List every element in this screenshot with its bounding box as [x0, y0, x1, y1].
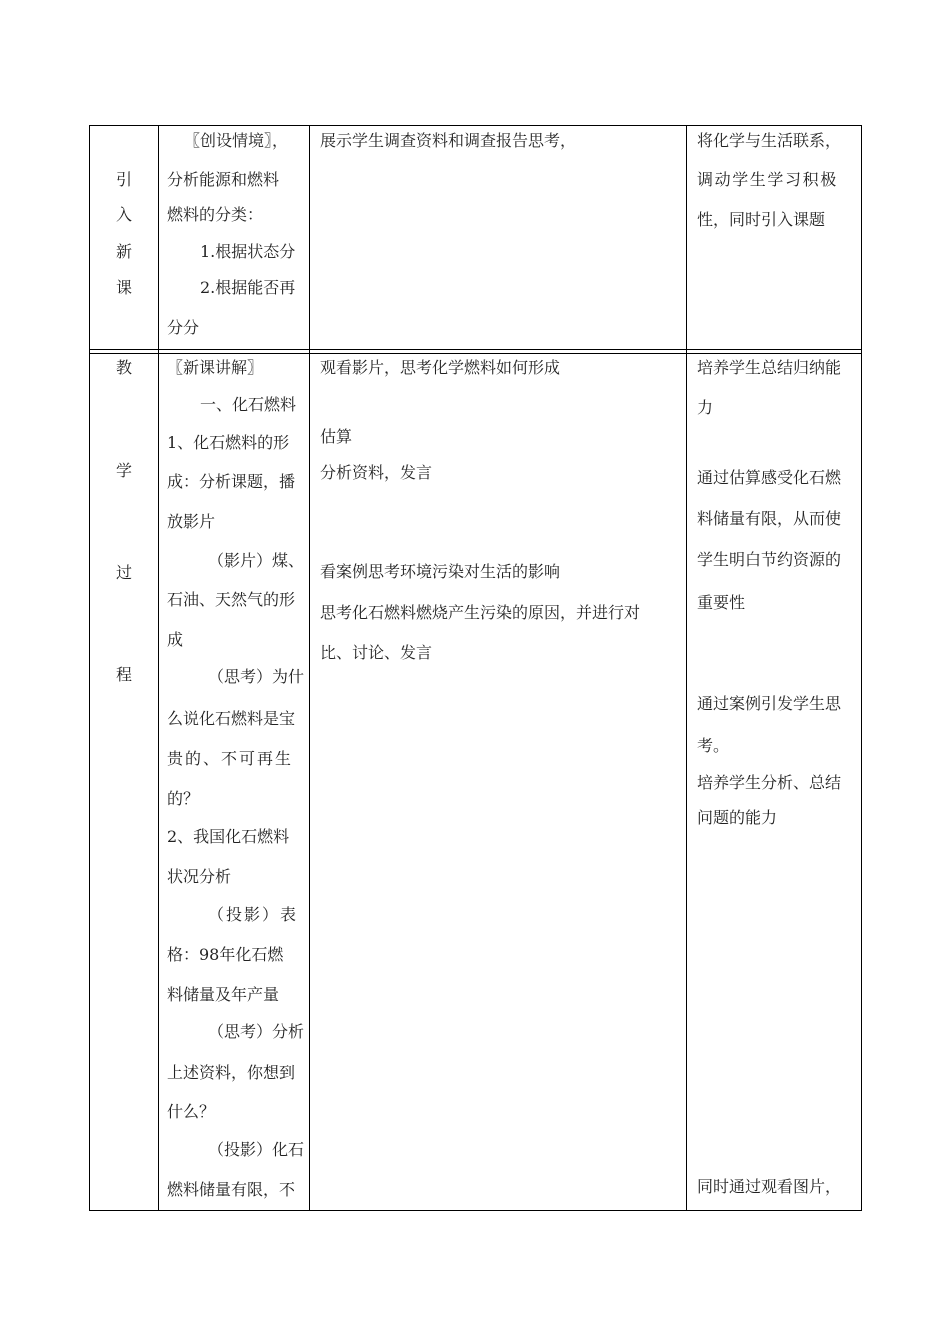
student-activity-line: 比、讨论、发言 — [320, 643, 433, 662]
teacher-activity-line: （思考）为什 — [208, 667, 305, 686]
column-divider — [686, 125, 687, 1211]
stage-label-char: 学 — [115, 461, 132, 480]
stage-label-char: 课 — [115, 278, 132, 297]
teacher-activity-line: 〖创设情境〗， — [184, 131, 289, 150]
teacher-activity-line: 1、化石燃料的形 — [167, 433, 290, 452]
teacher-activity-line: 格：98年化石燃 — [167, 945, 284, 964]
teacher-activity-line: 石油、天然气的形 — [167, 590, 296, 609]
column-divider — [158, 125, 159, 1211]
teacher-activity-line: 2.根据能否再 — [200, 278, 296, 297]
teacher-activity-line: 一、化石燃料 — [200, 395, 297, 414]
stage-label-char: 入 — [115, 205, 132, 224]
table-bottom-border — [89, 1210, 862, 1211]
design-purpose-line: 力 — [697, 398, 714, 417]
teacher-activity-line: 状况分析 — [167, 867, 232, 886]
table-right-border — [861, 125, 862, 1211]
student-activity-line: 分析资料，发言 — [320, 463, 433, 482]
student-activity-line: 估算 — [320, 427, 353, 446]
teacher-activity-line: 分析能源和燃料 — [167, 170, 280, 189]
teacher-activity-line: 么说化石燃料是宝 — [167, 709, 296, 728]
teacher-activity-line: 2、我国化石燃料 — [167, 827, 290, 846]
teacher-activity-line: 成：分析课题，播 — [167, 472, 296, 491]
student-activity-line: 思考化石燃料燃烧产生污染的原因，并进行对 — [320, 603, 641, 622]
teacher-activity-line: （思考）分析 — [208, 1022, 305, 1041]
teacher-activity-line: （投影）表 — [208, 905, 299, 924]
student-activity-line: 看案例思考环境污染对生活的影响 — [320, 562, 561, 581]
row-divider-double — [89, 353, 862, 354]
teacher-activity-line: （影片）煤、 — [208, 551, 305, 570]
design-purpose-line: 问题的能力 — [697, 808, 778, 827]
design-purpose-line: 培养学生分析、总结 — [697, 773, 842, 792]
student-activity-line: 展示学生调查资料和调查报告思考， — [320, 131, 577, 150]
stage-label-char: 程 — [115, 665, 132, 684]
design-purpose-line: 料储量有限，从而使 — [697, 509, 842, 528]
row-divider — [89, 349, 862, 350]
teacher-activity-line: 1.根据状态分 — [200, 242, 296, 261]
design-purpose-line: 通过估算感受化石燃 — [697, 468, 842, 487]
design-purpose-line: 学生明白节约资源的 — [697, 550, 842, 569]
design-purpose-line: 性，同时引入课题 — [697, 210, 826, 229]
teacher-activity-line: 成 — [167, 630, 184, 649]
stage-label-char: 新 — [115, 242, 132, 261]
stage-label-char: 教 — [115, 358, 132, 377]
design-purpose-line: 通过案例引发学生思 — [697, 694, 842, 713]
teacher-activity-line: 燃料储量有限，不 — [167, 1180, 296, 1199]
design-purpose-line: 考。 — [697, 736, 730, 755]
table-left-border — [89, 125, 90, 1211]
column-divider — [309, 125, 310, 1211]
stage-label-char: 过 — [115, 563, 132, 582]
teacher-activity-line: 料储量及年产量 — [167, 985, 280, 1004]
teacher-activity-line: 分分 — [167, 318, 200, 337]
student-activity-line: 观看影片，思考化学燃料如何形成 — [320, 358, 561, 377]
teacher-activity-line: 的？ — [167, 789, 200, 808]
design-purpose-line: 培养学生总结归纳能 — [697, 358, 842, 377]
design-purpose-line: 重要性 — [697, 593, 746, 612]
teacher-activity-line: 贵的、不可再生 — [167, 749, 294, 768]
stage-label-char: 引 — [115, 170, 132, 189]
teacher-activity-line: （投影）化石 — [208, 1140, 305, 1159]
design-purpose-line: 同时通过观看图片， — [697, 1177, 842, 1196]
table-top-border — [89, 125, 862, 126]
teacher-activity-line: 放影片 — [167, 512, 216, 531]
teacher-activity-line: 〖新课讲解〗 — [167, 358, 264, 377]
design-purpose-line: 将化学与生活联系， — [697, 131, 842, 150]
teacher-activity-line: 燃料的分类： — [167, 205, 264, 224]
design-purpose-line: 调动学生学习积极 — [697, 170, 838, 189]
teacher-activity-line: 上述资料，你想到 — [167, 1063, 296, 1082]
teacher-activity-line: 什么？ — [167, 1102, 216, 1121]
